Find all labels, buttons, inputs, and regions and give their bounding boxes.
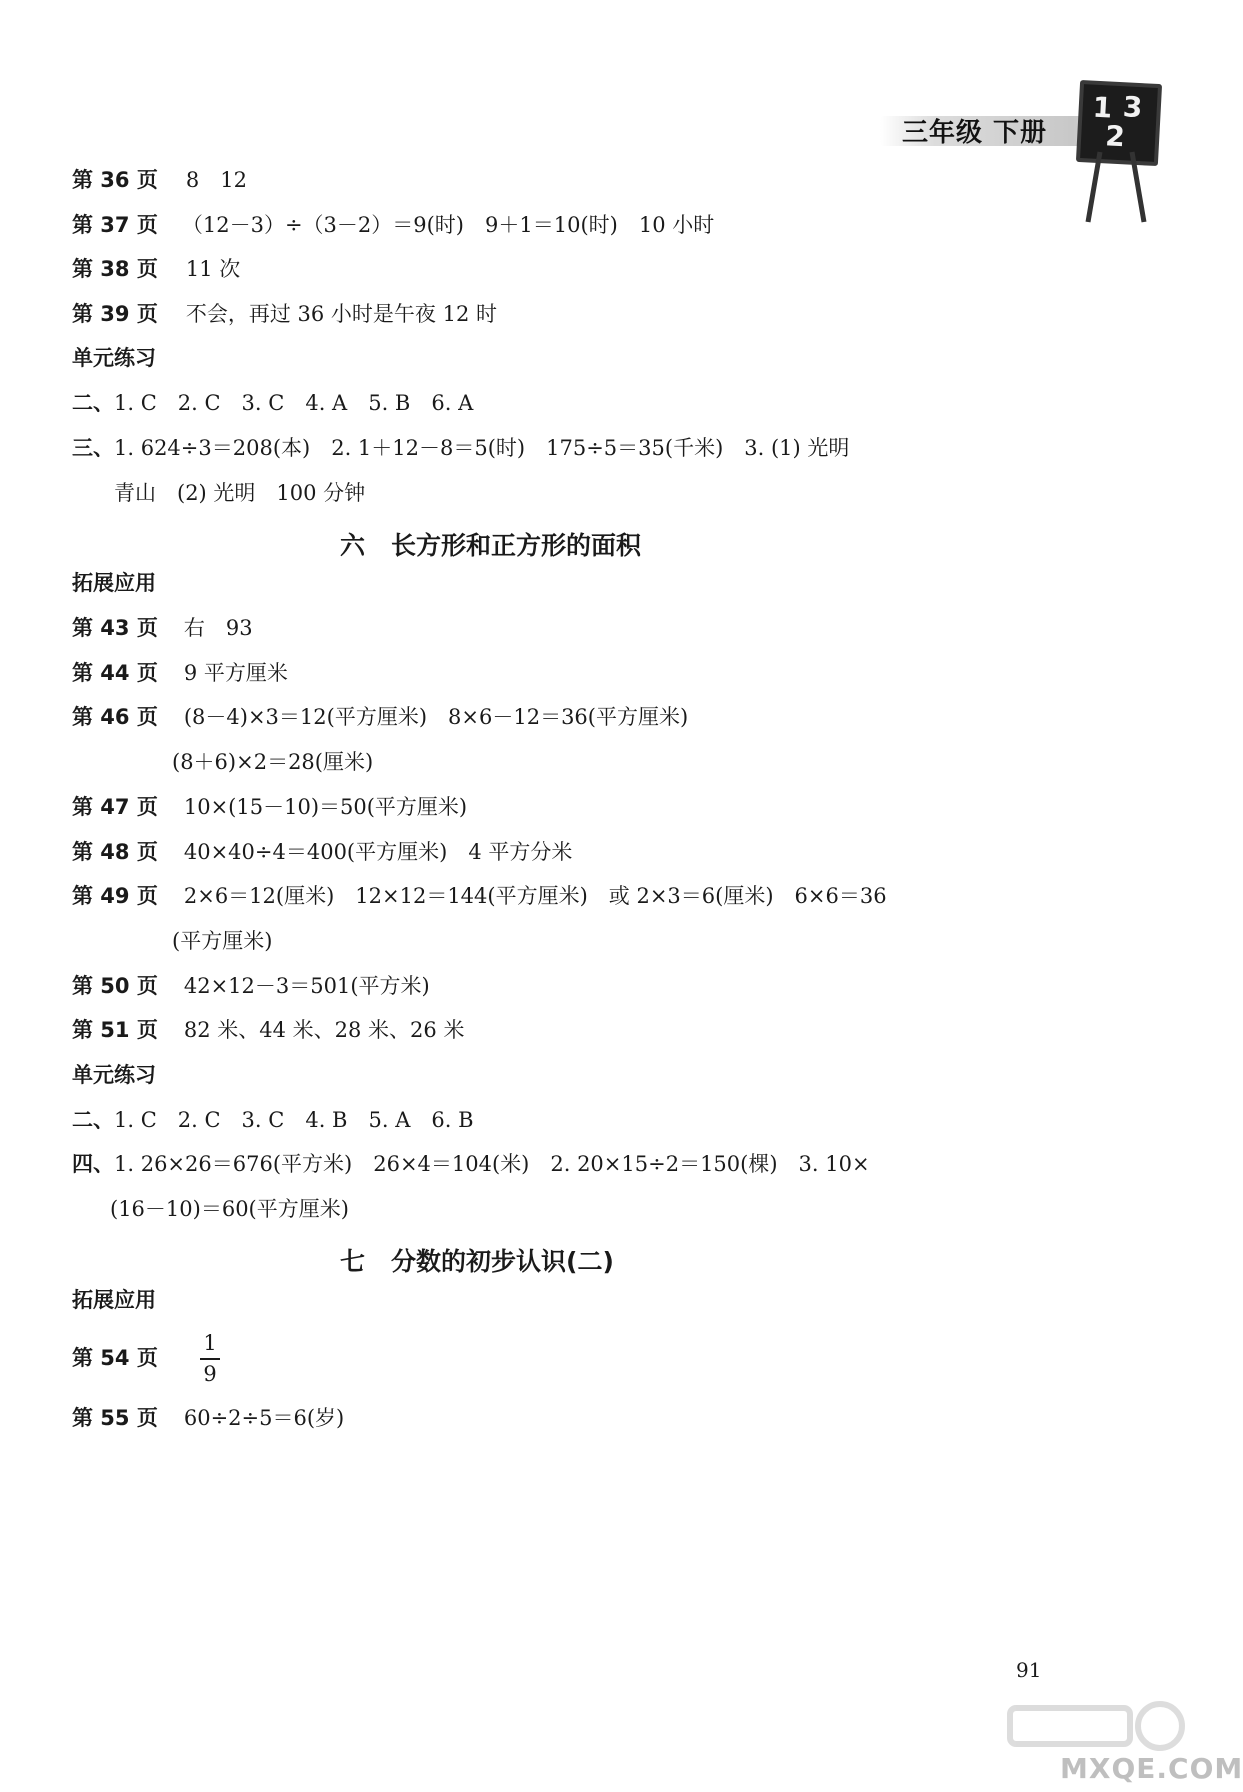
section-title-6 — [340, 526, 641, 562]
answer-line-p48 — [72, 842, 572, 863]
answer-line-p37 — [72, 215, 714, 236]
section-name: 分数的初步认识(二) — [391, 1247, 614, 1276]
answer-line-p46-cont — [172, 752, 373, 773]
answer-line-p39 — [72, 304, 497, 325]
answer-text: 不会，再过 36 小时是午夜 12 时 — [185, 302, 498, 326]
page-label: 第 49 页 — [72, 884, 158, 908]
section-title-7 — [340, 1242, 614, 1278]
answer-line-p44 — [72, 663, 288, 684]
page-label: 第 54 页 — [72, 1346, 158, 1370]
answer-line-p38 — [72, 259, 240, 280]
answer-line-p43 — [72, 618, 253, 639]
answer-line-p51 — [72, 1020, 464, 1041]
answer-text: 2×6＝12(厘米) 12×12＝144(平方厘米) 或 2×3＝6(厘米) 6×6＝36 — [183, 884, 887, 908]
answer-line-unit5-part3 — [72, 438, 849, 459]
fraction-numerator: 1 — [200, 1333, 220, 1360]
answer-text: (8－4)×3＝12(平方厘米) 8×6－12＝36(平方厘米) — [183, 705, 689, 729]
part-label: 二、 — [72, 391, 114, 415]
page-label: 第 36 页 — [72, 168, 158, 192]
answer-line-unit5-part2 — [72, 393, 473, 414]
page-label: 第 50 页 — [72, 974, 158, 998]
answer-line-unit6-part2 — [72, 1110, 474, 1131]
answer-text: 青山 (2) 光明 100 分钟 — [114, 481, 366, 505]
answer-line-p47 — [72, 797, 467, 818]
answer-text: 1. 624÷3＝208(本) 2. 1＋12－8＝5(时) 175÷5＝35(千米) 3. (1) 光明 — [114, 436, 850, 460]
answer-line-p49-cont — [172, 931, 272, 952]
answer-text: 8 12 — [185, 168, 247, 192]
answer-text: 右 93 — [183, 616, 253, 640]
page-label: 第 55 页 — [72, 1406, 158, 1430]
section-number: 七 — [340, 1247, 366, 1276]
answer-text: （12－3）÷（3－2）＝9(时) 9＋1＝10(时) 10 小时 — [181, 213, 715, 237]
answer-line-p54 — [72, 1348, 158, 1369]
answer-text: (16－10)＝60(平方厘米) — [110, 1197, 349, 1221]
answer-line-unit6-part4-cont — [110, 1199, 349, 1220]
answer-line-p50 — [72, 976, 430, 997]
page-label: 第 48 页 — [72, 840, 158, 864]
section-number: 六 — [340, 531, 366, 560]
answer-text: 40×40÷4＝400(平方厘米) 4 平方分米 — [183, 840, 573, 864]
answer-text: 11 次 — [185, 257, 241, 281]
part-label: 二、 — [72, 1108, 114, 1132]
unit-practice-heading: 单元练习 — [72, 1063, 156, 1087]
extension-heading: 拓展应用 — [72, 1288, 156, 1312]
answer-text: 1. C 2. C 3. C 4. A 5. B 6. A — [114, 391, 474, 415]
answer-text: 1. C 2. C 3. C 4. B 5. A 6. B — [114, 1108, 474, 1132]
answer-text: 1. 26×26＝676(平方米) 26×4＝104(米) 2. 20×15÷2＝150(棵) 3. 10× — [114, 1152, 870, 1176]
board-digit: 3 — [1121, 90, 1144, 125]
board-digit: 2 — [1104, 119, 1126, 154]
answer-line-unit6-part4 — [72, 1154, 870, 1175]
fraction-answer — [200, 1333, 220, 1385]
answer-line-p55 — [72, 1408, 344, 1429]
answer-text: 9 平方厘米 — [183, 661, 288, 685]
section-name: 长方形和正方形的面积 — [391, 531, 642, 560]
answer-line-p49 — [72, 886, 887, 907]
page-number: 91 — [1016, 1658, 1042, 1682]
page-header — [860, 82, 1170, 232]
page-label: 第 38 页 — [72, 257, 158, 281]
header-title: 三年级 下册 — [902, 118, 1048, 148]
fraction-denominator: 9 — [203, 1362, 217, 1386]
part-label: 四、 — [72, 1152, 114, 1176]
answer-text: (8＋6)×2＝28(厘米) — [172, 750, 374, 774]
answer-text: (平方厘米) — [172, 929, 273, 953]
extension-heading: 拓展应用 — [72, 571, 156, 595]
board-digit: 1 — [1091, 90, 1114, 125]
page-label: 第 47 页 — [72, 795, 158, 819]
page-label: 第 43 页 — [72, 616, 158, 640]
answer-line-p46 — [72, 707, 688, 728]
answer-line-p36 — [72, 170, 247, 191]
answer-line-unit5-part3-cont — [114, 483, 365, 504]
page-label: 第 51 页 — [72, 1018, 158, 1042]
watermark-text: MXQE.COM — [1060, 1752, 1243, 1785]
page-label: 第 37 页 — [72, 213, 158, 237]
unit-practice-heading: 单元练习 — [72, 346, 156, 370]
page-label: 第 46 页 — [72, 705, 158, 729]
page-label: 第 44 页 — [72, 661, 158, 685]
part-label: 三、 — [72, 436, 114, 460]
chalkboard-legs-icon — [1060, 152, 1170, 232]
answer-text: 42×12－3＝501(平方米) — [183, 974, 430, 998]
answer-text: 82 米、44 米、28 米、26 米 — [183, 1018, 465, 1042]
page-label: 第 39 页 — [72, 302, 158, 326]
answer-text: 60÷2÷5＝6(岁) — [183, 1406, 345, 1430]
answer-text: 10×(15－10)＝50(平方厘米) — [183, 795, 468, 819]
